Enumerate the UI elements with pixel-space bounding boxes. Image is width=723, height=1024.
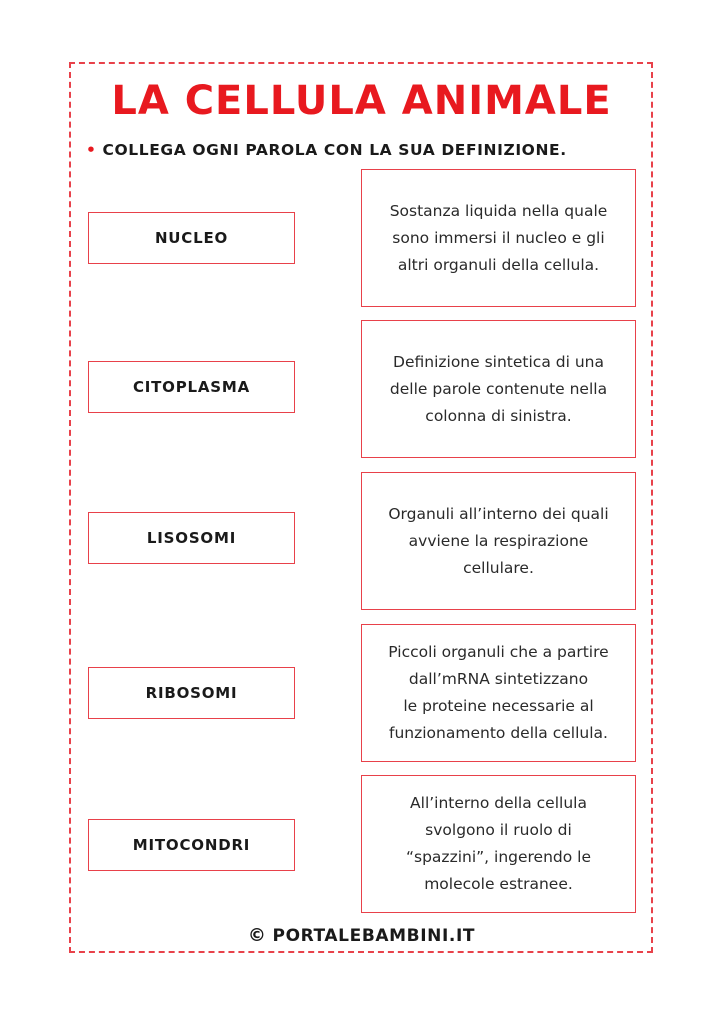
word-box-mitocondri[interactable]: MITOCONDRI [88,819,295,871]
bullet-icon: • [86,141,97,159]
definition-box-2[interactable] [361,320,636,458]
word-box-nucleo[interactable]: NUCLEO [88,212,295,264]
instruction-text: COLLEGA OGNI PAROLA CON LA SUA DEFINIZIONE. [102,141,567,159]
definition-text: Sostanza liquida nella quale sono immersi il nucleo e gli altri organuli della cellula. [389,201,608,274]
page-title: LA CELLULA ANIMALE [111,78,612,124]
word-box-lisosomi[interactable]: LISOSOMI [88,512,295,564]
definition-box-5[interactable] [361,775,636,913]
definition-text: Organuli all’interno dei quali avviene la respirazione cellulare. [388,504,609,577]
definition-text: Piccoli organuli che a partire dall’mRNA sintetizzano le proteine necessarie al funzionamento della cellula. [388,643,609,742]
word-box-ribosomi[interactable]: RIBOSOMI [88,667,295,719]
site-name: PORTALEBAMBINI.IT [272,926,476,946]
footer-credit [0,925,723,946]
copyright-icon: © [247,925,267,946]
definition-text: Definizione sintetica di una delle parole contenute nella colonna di sinistra. [389,352,608,425]
definition-box-3[interactable] [361,472,636,610]
definition-box-4[interactable] [361,624,636,762]
definition-box-1[interactable] [361,169,636,307]
word-box-citoplasma[interactable]: CITOPLASMA [88,361,295,413]
definition-text: All’interno della cellula svolgono il ruolo di “spazzini”, ingerendo le molecole estranee. [405,794,592,893]
instruction-line [86,141,567,159]
